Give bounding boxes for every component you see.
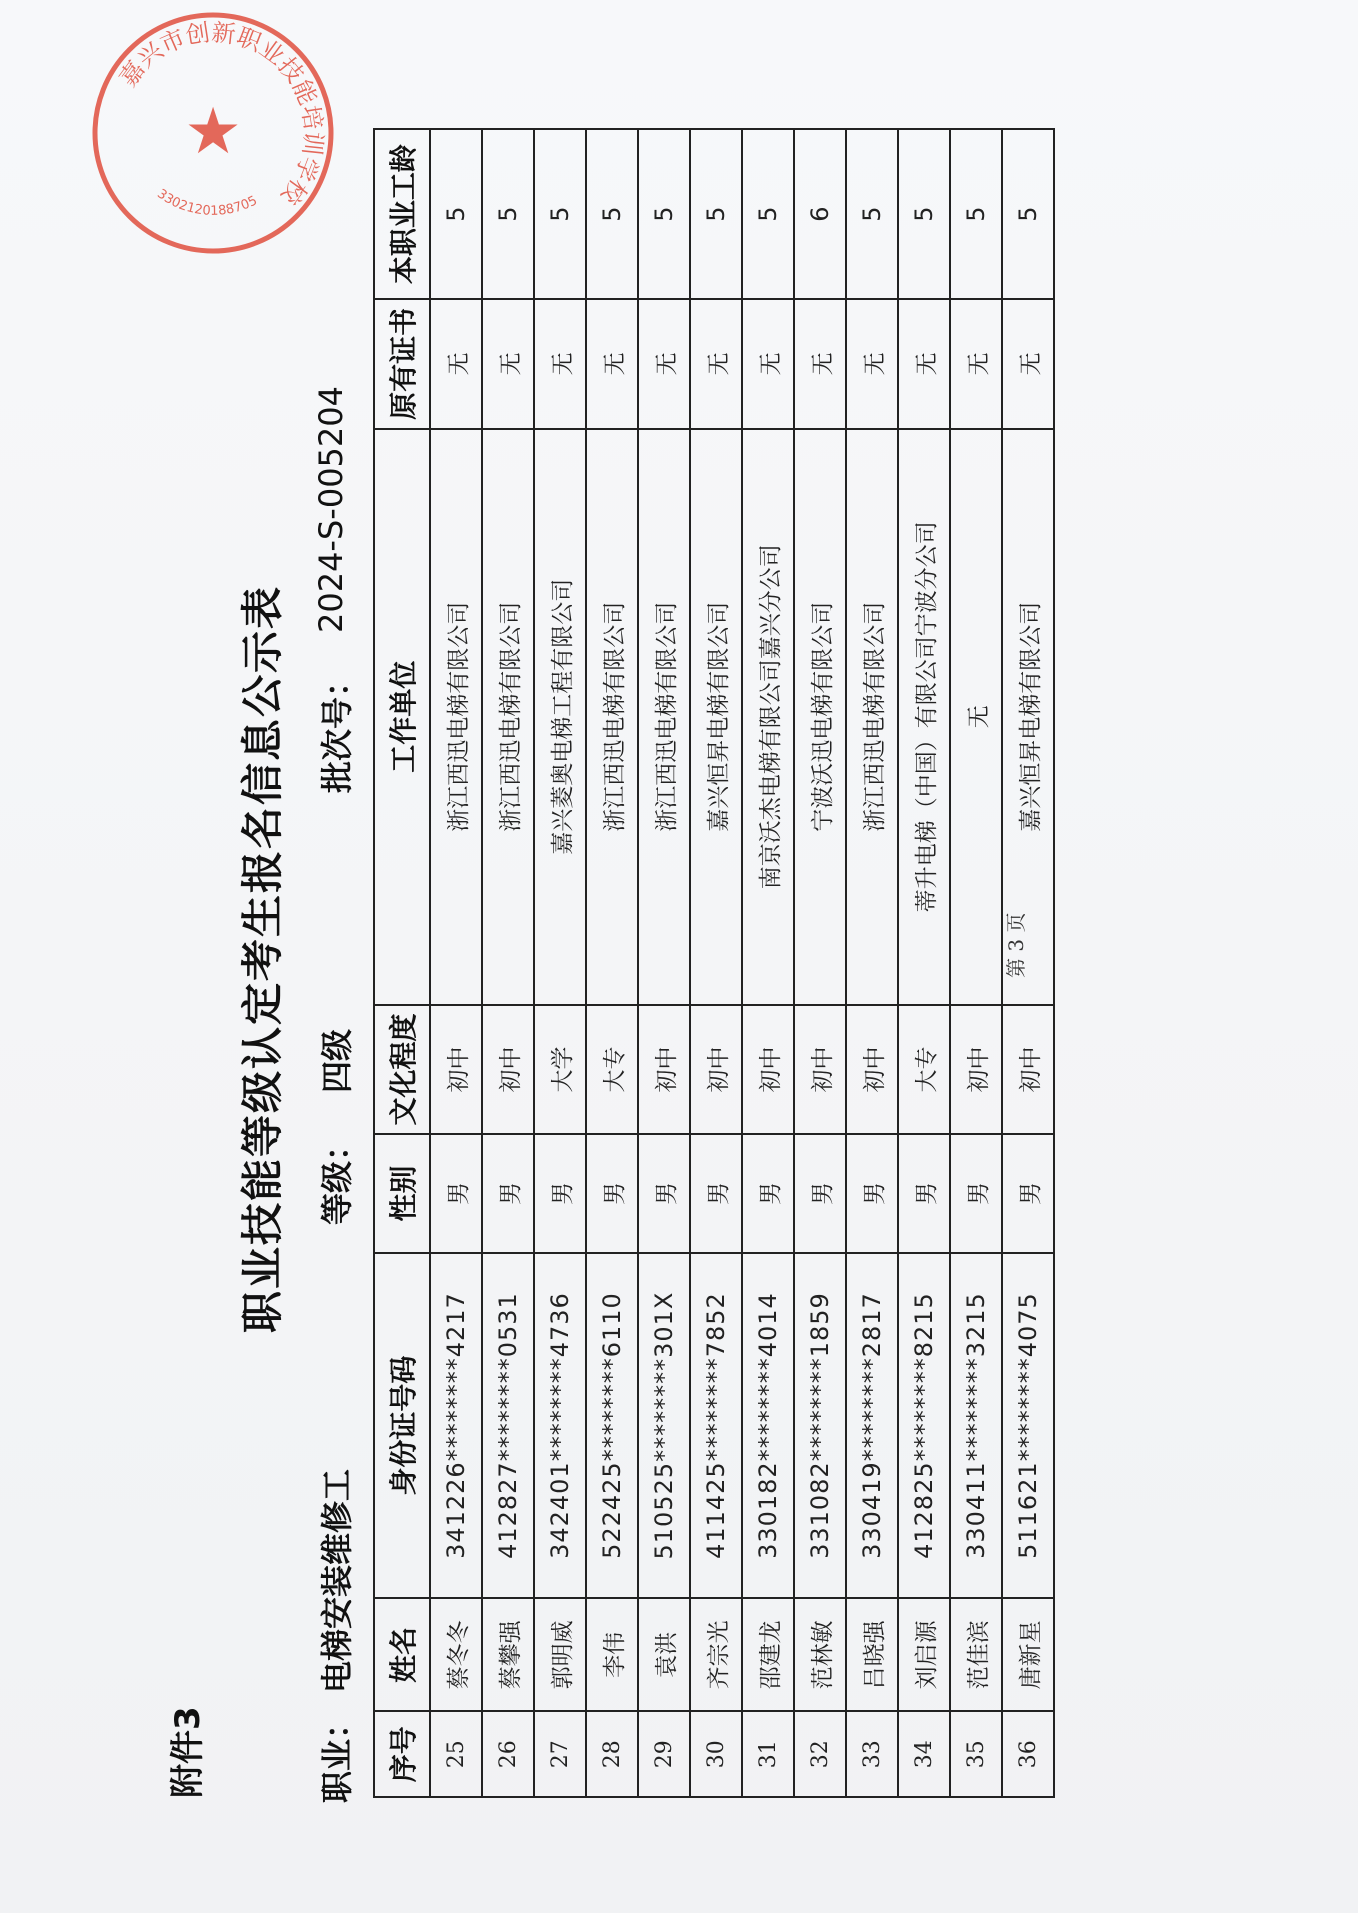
row-certificate: 无 <box>534 299 586 428</box>
row-years: 6 <box>794 129 846 299</box>
row-years: 5 <box>846 129 898 299</box>
row-gender: 男 <box>638 1134 690 1253</box>
seal-star-icon: ★ <box>184 95 242 169</box>
row-years: 5 <box>1002 129 1054 299</box>
row-id: 342401********4736 <box>534 1253 586 1599</box>
row-seq: 29 <box>638 1711 690 1797</box>
col-header-employer: 工作单位 <box>374 429 430 1005</box>
table-row <box>430 129 482 1797</box>
row-employer: 宁波沃迅电梯有限公司 <box>794 429 846 1005</box>
row-id: 522425********6110 <box>586 1253 638 1599</box>
table-row <box>898 129 950 1797</box>
row-education: 初中 <box>742 1005 794 1134</box>
table-row <box>742 129 794 1797</box>
row-id: 411425********7852 <box>690 1253 742 1599</box>
row-education: 初中 <box>482 1005 534 1134</box>
table-row <box>794 129 846 1797</box>
row-seq: 26 <box>482 1711 534 1797</box>
row-employer: 无 <box>950 429 1002 1005</box>
row-employer: 嘉兴恒昇电梯有限公司 <box>1002 429 1054 1005</box>
row-gender: 男 <box>586 1134 638 1253</box>
table-row <box>950 129 1002 1797</box>
col-header-id: 身份证号码 <box>374 1253 430 1599</box>
row-employer: 浙江西迅电梯有限公司 <box>586 429 638 1005</box>
row-id: 412825********8215 <box>898 1253 950 1599</box>
row-certificate: 无 <box>638 299 690 428</box>
row-years: 5 <box>898 129 950 299</box>
row-certificate: 无 <box>950 299 1002 428</box>
table-row <box>586 129 638 1797</box>
applicant-table <box>373 128 1055 1798</box>
row-name: 齐宗光 <box>690 1598 742 1711</box>
row-gender: 男 <box>1002 1134 1054 1253</box>
row-id: 341226********4217 <box>430 1253 482 1599</box>
row-certificate: 无 <box>586 299 638 428</box>
row-seq: 25 <box>430 1711 482 1797</box>
row-id: 330411********3215 <box>950 1253 1002 1599</box>
row-seq: 30 <box>690 1711 742 1797</box>
row-name: 蔡冬冬 <box>430 1598 482 1711</box>
row-education: 初中 <box>794 1005 846 1134</box>
row-education: 初中 <box>690 1005 742 1134</box>
row-years: 5 <box>586 129 638 299</box>
row-seq: 27 <box>534 1711 586 1797</box>
row-gender: 男 <box>534 1134 586 1253</box>
row-id: 330419********2817 <box>846 1253 898 1599</box>
row-name: 蔡攀强 <box>482 1598 534 1711</box>
row-seq: 28 <box>586 1711 638 1797</box>
batch-label: 批次号： <box>318 664 356 793</box>
row-id: 412827********0531 <box>482 1253 534 1599</box>
row-education: 初中 <box>846 1005 898 1134</box>
row-education: 大学 <box>534 1005 586 1134</box>
row-gender: 男 <box>690 1134 742 1253</box>
seal-ring-text: 嘉兴市创新职业技能培训学校 <box>113 18 328 210</box>
row-id: 331082********1859 <box>794 1253 846 1599</box>
seal-code: 3302120188705 <box>154 186 260 219</box>
row-employer: 嘉兴菱奥电梯工程有限公司 <box>534 429 586 1005</box>
row-years: 5 <box>742 129 794 299</box>
row-employer: 南京沃杰电梯有限公司嘉兴分公司 <box>742 429 794 1005</box>
col-header-certificate: 原有证书 <box>374 299 430 428</box>
row-name: 郭明威 <box>534 1598 586 1711</box>
row-name: 范佳滨 <box>950 1598 1002 1711</box>
row-gender: 男 <box>482 1134 534 1253</box>
row-gender: 男 <box>846 1134 898 1253</box>
row-gender: 男 <box>898 1134 950 1253</box>
table-row <box>846 129 898 1797</box>
annex-label: 附件3 <box>168 1706 208 1798</box>
row-education: 初中 <box>1002 1005 1054 1134</box>
table-row <box>534 129 586 1797</box>
col-header-name: 姓名 <box>374 1598 430 1711</box>
row-certificate: 无 <box>846 299 898 428</box>
table-row <box>638 129 690 1797</box>
occupation-label: 职业： <box>318 1706 356 1803</box>
meta-line <box>312 83 358 1803</box>
row-id: 330182********4014 <box>742 1253 794 1599</box>
row-gender: 男 <box>742 1134 794 1253</box>
row-education: 初中 <box>430 1005 482 1134</box>
official-seal <box>88 8 338 258</box>
col-header-gender: 性别 <box>374 1134 430 1253</box>
row-education: 大专 <box>898 1005 950 1134</box>
row-seq: 34 <box>898 1711 950 1797</box>
row-certificate: 无 <box>1002 299 1054 428</box>
row-name: 袁洪 <box>638 1598 690 1711</box>
row-name: 吕晓强 <box>846 1598 898 1711</box>
row-gender: 男 <box>430 1134 482 1253</box>
col-header-education: 文化程度 <box>374 1005 430 1134</box>
table-header-row <box>374 129 430 1797</box>
row-name: 范林敏 <box>794 1598 846 1711</box>
page-number: 第 3 页 <box>1004 912 1028 978</box>
row-name: 邵建龙 <box>742 1598 794 1711</box>
row-name: 李伟 <box>586 1598 638 1711</box>
row-years: 5 <box>950 129 1002 299</box>
batch-value: 2024-S-005204 <box>312 386 350 633</box>
table-row <box>690 129 742 1797</box>
grade-value: 四级 <box>318 1028 356 1093</box>
row-education: 大专 <box>586 1005 638 1134</box>
row-certificate: 无 <box>742 299 794 428</box>
row-gender: 男 <box>794 1134 846 1253</box>
row-employer: 浙江西迅电梯有限公司 <box>430 429 482 1005</box>
row-employer: 浙江西迅电梯有限公司 <box>638 429 690 1005</box>
occupation-value: 电梯安装维修工 <box>318 1468 356 1693</box>
row-employer: 浙江西迅电梯有限公司 <box>846 429 898 1005</box>
row-seq: 32 <box>794 1711 846 1797</box>
page-title: 职业技能等级认定考生报名信息公示表 <box>238 584 287 1333</box>
row-years: 5 <box>638 129 690 299</box>
row-certificate: 无 <box>898 299 950 428</box>
row-certificate: 无 <box>430 299 482 428</box>
row-seq: 36 <box>1002 1711 1054 1797</box>
row-name: 唐新星 <box>1002 1598 1054 1711</box>
row-id: 511621********4075 <box>1002 1253 1054 1599</box>
grade-label: 等级： <box>318 1128 356 1225</box>
row-years: 5 <box>482 129 534 299</box>
row-seq: 33 <box>846 1711 898 1797</box>
row-seq: 31 <box>742 1711 794 1797</box>
table-row <box>482 129 534 1797</box>
row-certificate: 无 <box>794 299 846 428</box>
row-employer: 蒂升电梯（中国）有限公司宁波分公司 <box>898 429 950 1005</box>
table-body <box>430 129 1054 1797</box>
row-education: 初中 <box>638 1005 690 1134</box>
row-years: 5 <box>690 129 742 299</box>
row-years: 5 <box>430 129 482 299</box>
row-employer: 嘉兴恒昇电梯有限公司 <box>690 429 742 1005</box>
col-header-seq: 序号 <box>374 1711 430 1797</box>
row-employer: 浙江西迅电梯有限公司 <box>482 429 534 1005</box>
row-id: 510525********301X <box>638 1253 690 1599</box>
row-certificate: 无 <box>482 299 534 428</box>
row-name: 刘启源 <box>898 1598 950 1711</box>
row-certificate: 无 <box>690 299 742 428</box>
row-years: 5 <box>534 129 586 299</box>
row-gender: 男 <box>950 1134 1002 1253</box>
col-header-years: 本职业工龄 <box>374 129 430 299</box>
row-education: 初中 <box>950 1005 1002 1134</box>
row-seq: 35 <box>950 1711 1002 1797</box>
